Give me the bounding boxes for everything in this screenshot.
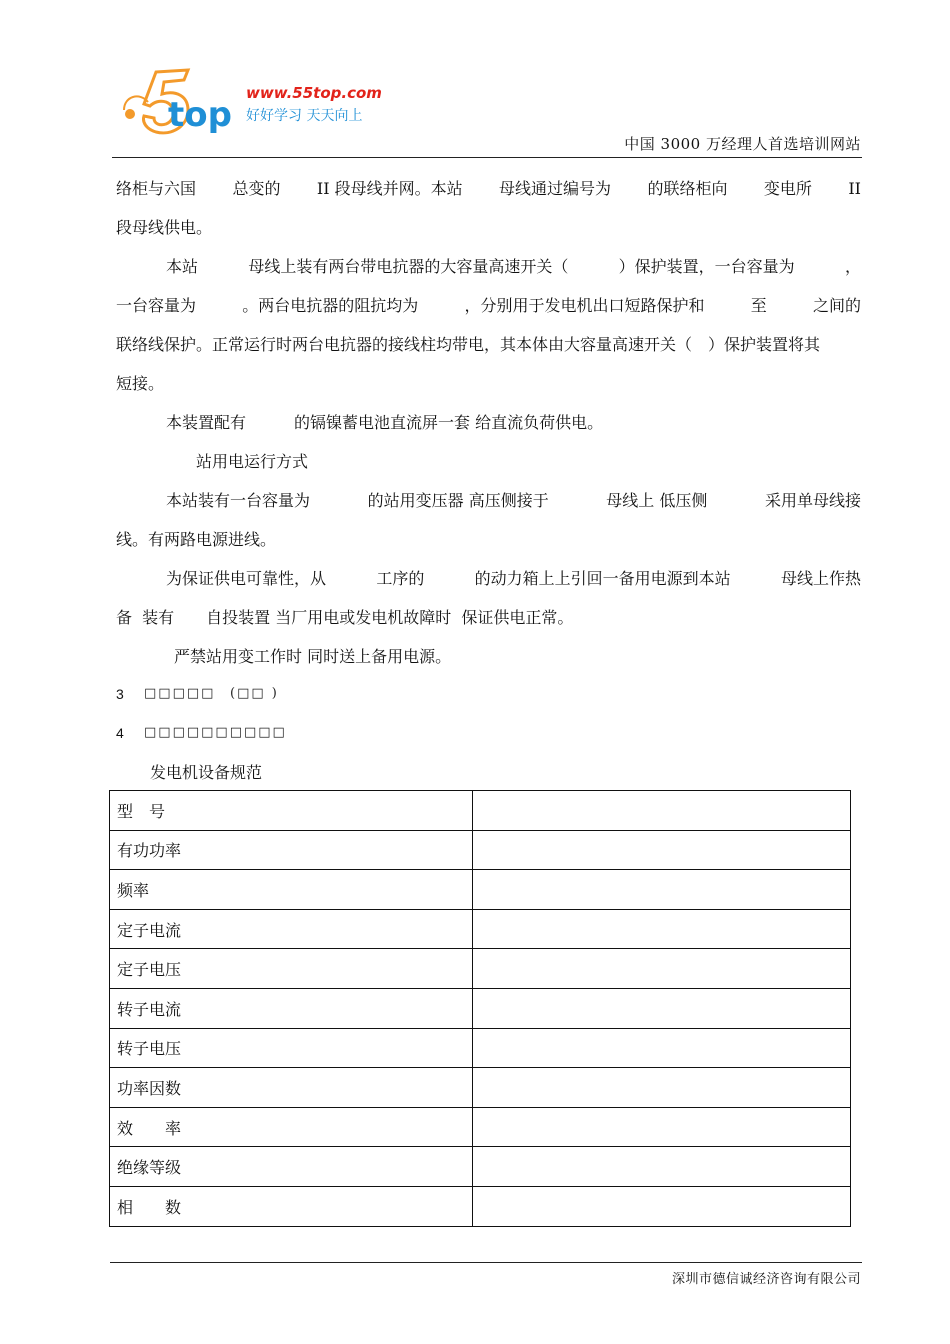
logo-graphic: [118, 66, 408, 138]
row-value: [473, 830, 851, 870]
p2-line1: [166, 257, 861, 277]
row-value: [473, 1147, 851, 1187]
section-3-number: 3: [116, 686, 124, 702]
table-row: [110, 1186, 851, 1226]
text-run: 络柜与六国: [116, 179, 197, 198]
row-value: [473, 949, 851, 989]
footer-company: 深圳市德信诚经济咨询有限公司: [671, 1272, 861, 1287]
row-label: 定子电流: [110, 909, 473, 949]
text-run: II: [848, 179, 861, 198]
table-row: [110, 1028, 851, 1068]
row-label: 相 数: [110, 1186, 473, 1226]
row-value: [473, 1107, 851, 1147]
text-run: 采用单母线接: [764, 491, 861, 510]
p3-line1: 本装置配有 的镉镍蓄电池直流屏一套 给直流负荷供电。: [166, 413, 604, 432]
table-row: [110, 791, 851, 831]
table-row: [110, 870, 851, 910]
footer-divider: [110, 1262, 862, 1263]
text-run: II 段母线并网。本站: [316, 179, 463, 198]
header-divider: [112, 157, 862, 158]
table-row: [110, 1147, 851, 1187]
row-value: [473, 988, 851, 1028]
row-label: 转子电压: [110, 1028, 473, 1068]
table-caption: 发电机设备规范: [150, 763, 263, 782]
logo-url: www.55top.com: [246, 84, 382, 102]
table-row: [110, 949, 851, 989]
table-row: [110, 988, 851, 1028]
p2-line4: 短接。: [116, 374, 165, 393]
text-run: ，分别用于发电机出口短路保护和: [464, 296, 705, 315]
table-row: [110, 830, 851, 870]
text-run: 总变的: [232, 179, 281, 198]
p2-line2: [116, 296, 861, 316]
row-value: [473, 791, 851, 831]
generator-spec-table: [109, 790, 851, 1227]
row-label: 转子电流: [110, 988, 473, 1028]
row-label: 频率: [110, 870, 473, 910]
text-run: 母线上 低压侧: [606, 491, 708, 510]
row-value: [473, 1068, 851, 1108]
text-run: 本站: [166, 257, 199, 276]
text-run: 本站装有一台容量为: [166, 491, 311, 510]
station-power-title: 站用电运行方式: [196, 452, 309, 471]
site-tagline: 中国 3000 万经理人首选培训网站: [624, 135, 861, 153]
row-label: 定子电压: [110, 949, 473, 989]
row-value: [473, 1028, 851, 1068]
section-4-title: □□□□□□□□□□: [144, 725, 287, 740]
section-3-title: □□□□□: [144, 686, 216, 701]
text-run: 为保证供电可靠性，从: [166, 569, 327, 588]
row-label: 效 率: [110, 1107, 473, 1147]
row-label: 型 号: [110, 791, 473, 831]
p5-line2: 线。有两路电源进线。: [116, 530, 277, 549]
p1-line2: 段母线供电。: [116, 218, 213, 237]
text-run: 的站用变压器 高压侧接于: [367, 491, 549, 510]
p2-line3: 联络线保护。正常运行时两台电抗器的接线柱均带电，其本体由大容量高速开关（ ）保护装置将其: [116, 335, 821, 354]
text-run: ）保护装置，一台容量为: [618, 257, 795, 276]
text-run: 母线通过编号为: [499, 179, 612, 198]
table-row: [110, 909, 851, 949]
section-4-number: 4: [116, 725, 124, 741]
table-row: [110, 1107, 851, 1147]
row-value: [473, 1186, 851, 1226]
text-run: 母线上作热: [780, 569, 861, 588]
row-label: 有功功率: [110, 830, 473, 870]
text-run: 变电所: [763, 179, 812, 198]
logo-slogan: 好好学习 天天向上: [246, 108, 363, 124]
row-value: [473, 909, 851, 949]
section-3-paren: (□□ ): [230, 686, 279, 701]
text-run: ，: [844, 257, 861, 276]
text-run: 之间的: [812, 296, 861, 315]
logo-dot: [125, 109, 135, 119]
site-logo: [118, 66, 408, 138]
row-value: [473, 870, 851, 910]
table-row: [110, 1068, 851, 1108]
text-run: 的联络柜向: [647, 179, 728, 198]
p6-line1: [166, 569, 861, 589]
row-label: 功率因数: [110, 1068, 473, 1108]
text-run: 母线上装有两台带电抗器的大容量高速开关（: [248, 257, 569, 276]
text-run: 至: [750, 296, 767, 315]
p7-line1: 严禁站用变工作时 同时送上备用电源。: [174, 647, 452, 666]
row-label: 绝缘等级: [110, 1147, 473, 1187]
text-run: 。两台电抗器的阻抗均为: [242, 296, 419, 315]
text-run: 工序的: [376, 569, 425, 588]
text-run: 的动力箱上上引回一备用电源到本站: [474, 569, 731, 588]
p5-line1: [166, 491, 861, 511]
p6-line2: 备 装有 自投装置 当厂用电或发电机故障时 保证供电正常。: [116, 608, 574, 627]
p1-line1: [116, 179, 861, 199]
logo-word: top: [168, 95, 232, 135]
text-run: 一台容量为: [116, 296, 197, 315]
